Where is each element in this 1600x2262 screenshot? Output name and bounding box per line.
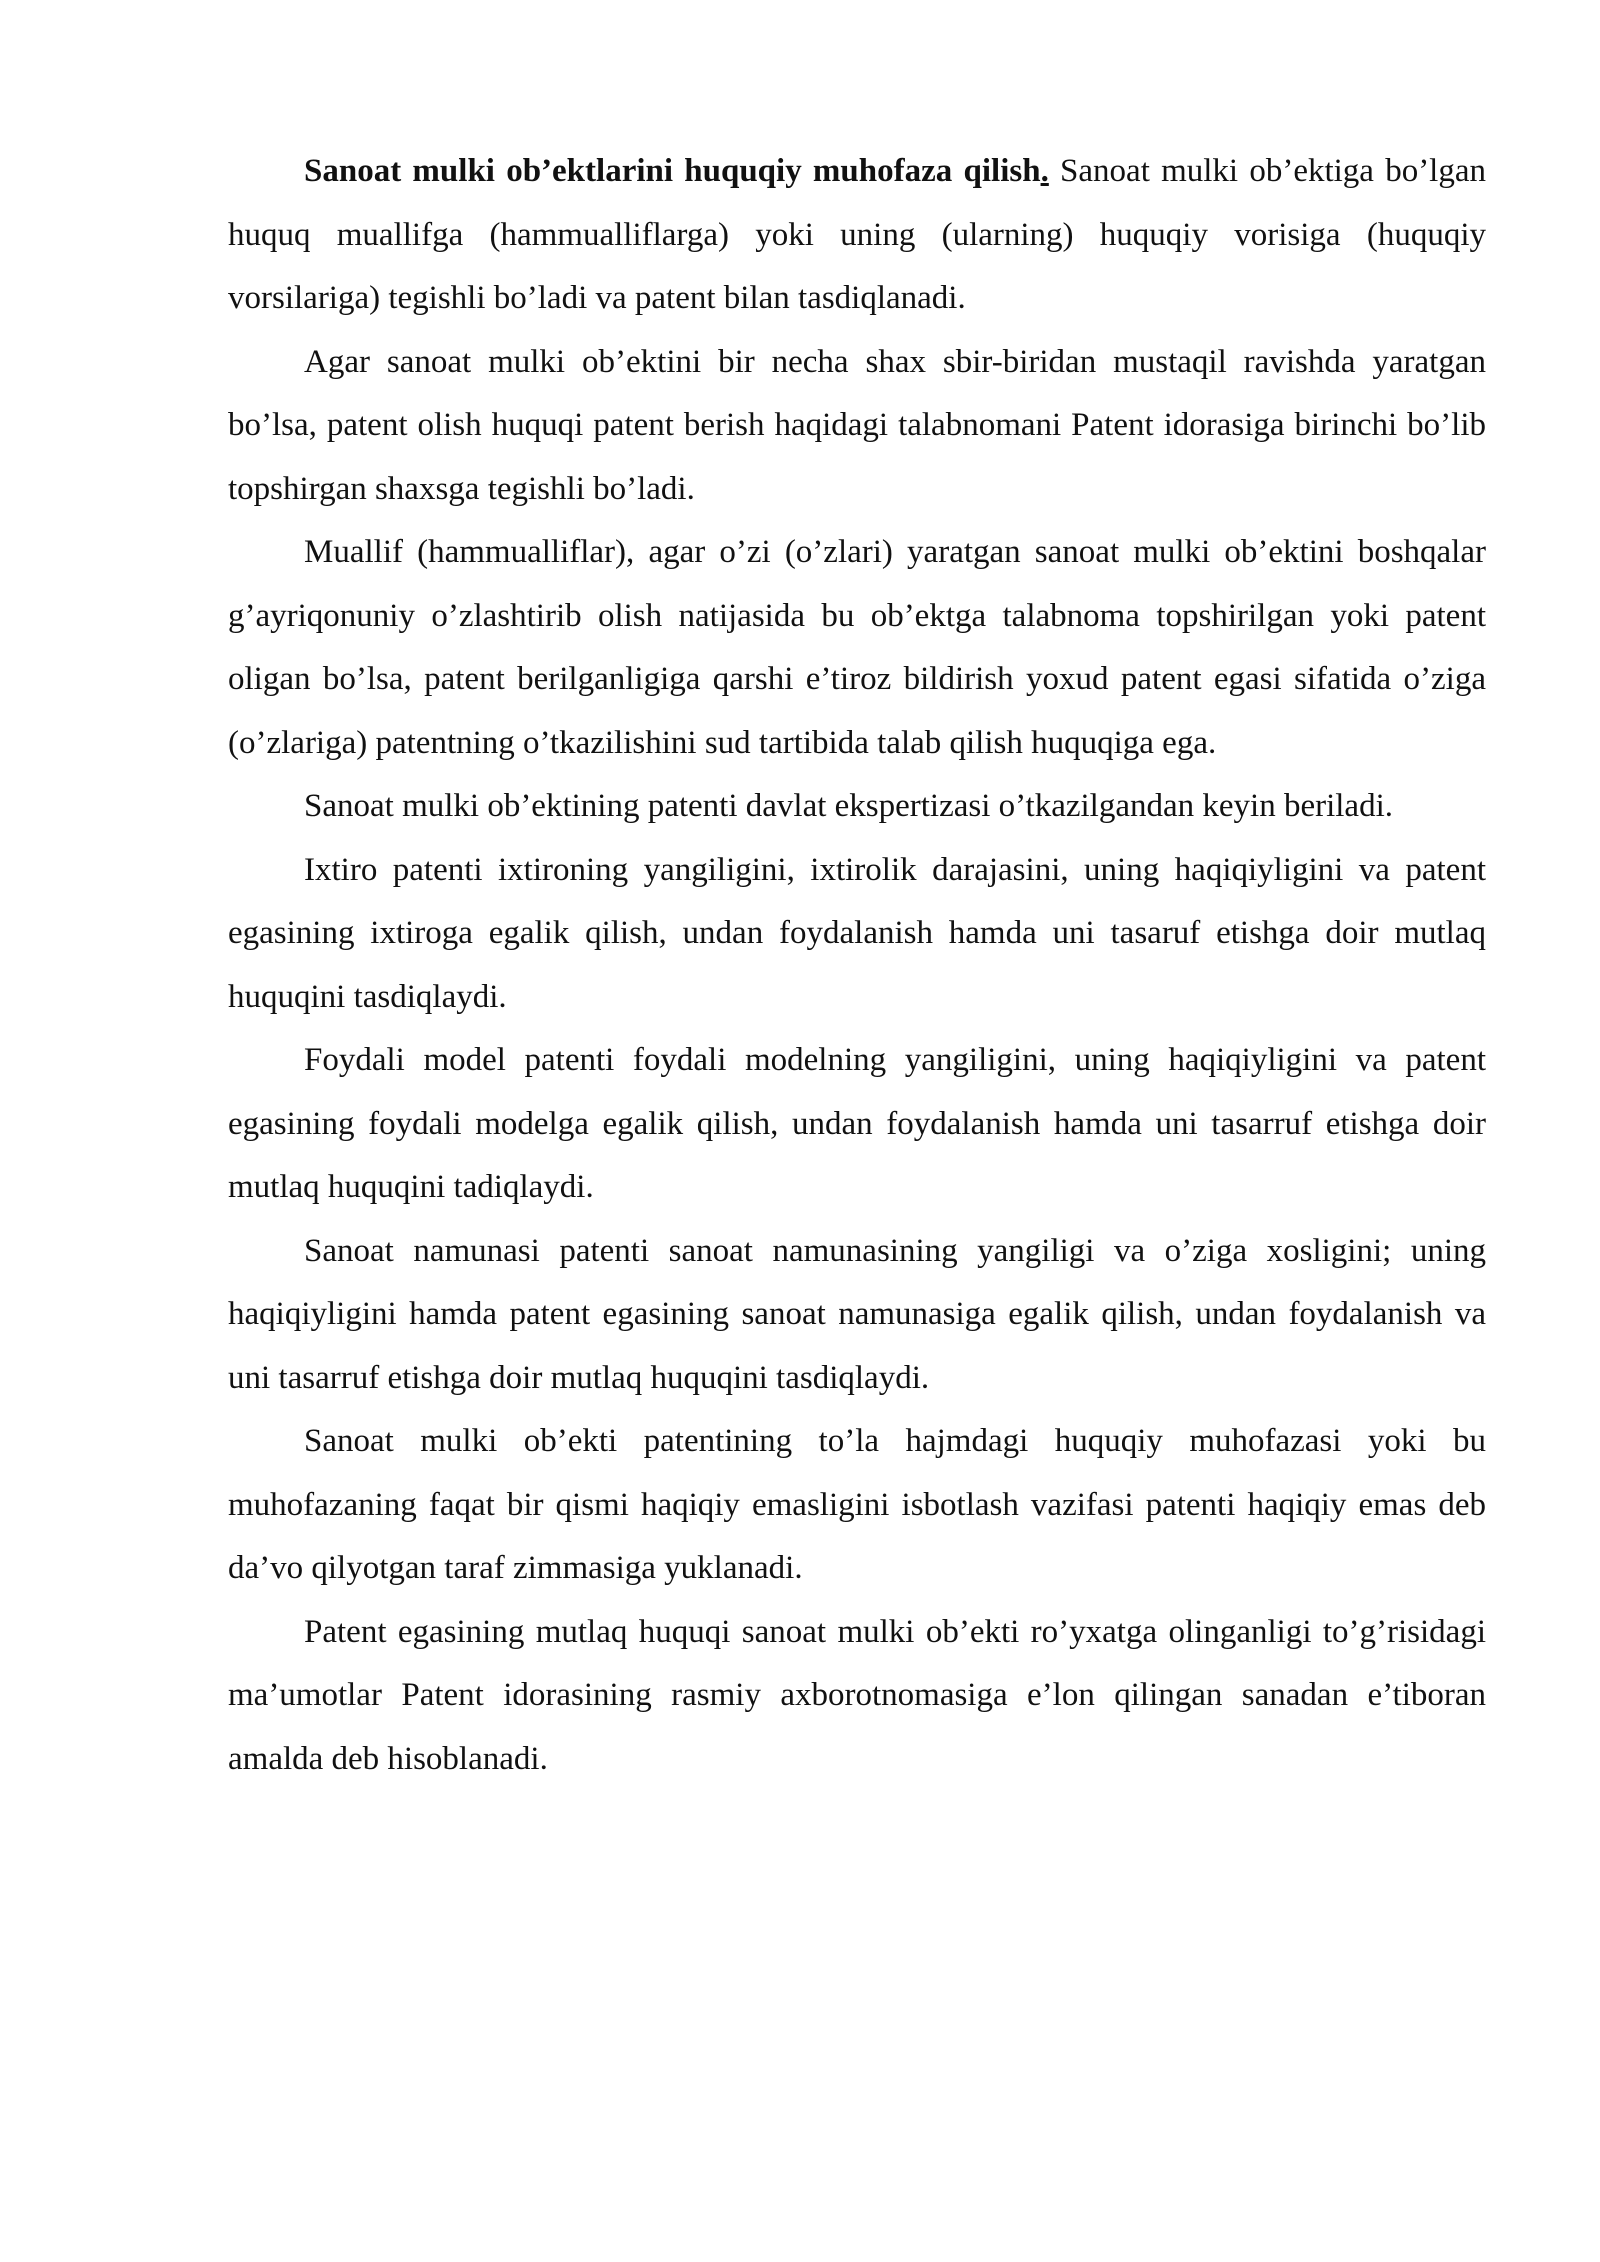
paragraph-4: Sanoat mulki ob’ektining patenti davlat ekspertizasi o’tkazilgandan keyin beriladi. <box>304 788 1393 824</box>
paragraph-5: Ixtiro patenti ixtironing yangiligini, ixtirolik darajasini, uning haqiqiyligini va patent egasining ixtiroga egalik qilish, undan foydalanish hamda uni tasaruf etishga doir mutlaq huquqini tasdiqlaydi. <box>228 851 1486 1015</box>
paragraph-3: Muallif (hammualliflar), agar o’zi (o’zlari) yaratgan sanoat mulki ob’ektini boshqalar g’ayriqonuniy o’zlashtirib olish natijasida bu ob’ektga talabnoma topshirilgan yoki patent oligan bo’lsa, patent berilganligiga qarshi e’tiroz bildirish yoxud patent egasi sifatida o’ziga (o’zlariga) patentning o’tkazilishini sud tartibida talab qilish huquqiga ega. <box>228 534 1486 761</box>
paragraph-2: Agar sanoat mulki ob’ektini bir necha shax sbir-biridan mustaqil ravishda yaratgan bo’lsa, patent olish huquqi patent berish haqidagi talabnomani Patent idorasiga birinchi bo’lib topshirgan shaxsga tegishli bo’ladi. <box>228 343 1486 507</box>
paragraph-7: Sanoat namunasi patenti sanoat namunasining yangiligi va o’ziga xosligini; uning haqiqiyligini hamda patent egasining sanoat namunasiga egalik qilish, undan foydalanish va uni tasarruf etishga doir mutlaq huquqini tasdiqlaydi. <box>228 1232 1486 1396</box>
paragraph-1 <box>228 140 1486 331</box>
section-title-dot: . <box>1040 153 1049 189</box>
document-page <box>228 140 1486 1791</box>
paragraph-8: Sanoat mulki ob’ekti patentining to’la hajmdagi huquqiy muhofazasi yoki bu muhofazaning faqat bir qismi haqiqiy emasligini isbotlash vazifasi patenti haqiqiy emas deb da’vo qilyotgan taraf zimmasiga yuklanadi. <box>228 1423 1486 1586</box>
section-title: Sanoat mulki ob’ektlarini huquqiy muhofaza qilish <box>304 153 1041 189</box>
paragraph-9: Patent egasining mutlaq huquqi sanoat mulki ob’ekti ro’yxatga olinganligi to’g’risidagi ma’umotlar Patent idorasining rasmiy axborotnomasiga e’lon qilingan sanadan e’tiboran amalda deb hisoblanadi. <box>228 1613 1486 1777</box>
paragraph-1-text: Sanoat mulki ob’ektiga bo’lgan huquq muallifga (hammualliflarga) yoki uning (ularning) huquqiy vorisiga (huquqiy vorsilariga) tegishli bo’ladi va patent bilan tasdiqlanadi. <box>228 153 1486 316</box>
paragraph-6: Foydali model patenti foydali modelning yangiligini, uning haqiqiyligini va patent egasining foydali modelga egalik qilish, undan foydalanish hamda uni tasarruf etishga doir mutlaq huquqini tadiqlaydi. <box>228 1042 1486 1205</box>
